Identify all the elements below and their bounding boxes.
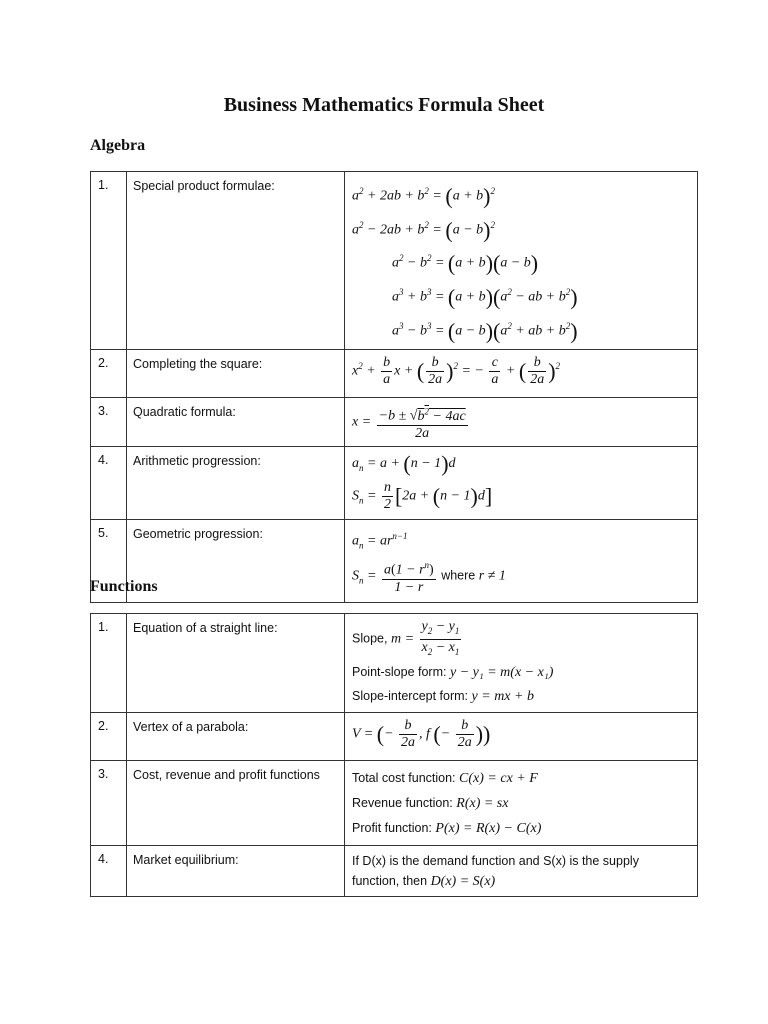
straight-line-formulas: Slope, m = $\frac{y_2 - y_1}{x_2 - x_1}$ Point-slope form: y − y₁ = m(x − x₁) Slope-intercept form: y = mx + b — [345, 614, 698, 713]
revenue-formula: R(x) = sx — [456, 795, 509, 811]
row-number: 4. — [91, 845, 127, 896]
parabola-vertex-formula: V = (− $\frac{b}{2a}$ , f (− $\frac{b}{2a}$ )) — [345, 712, 698, 760]
equilibrium-line-1: If D(x) is the demand function and S(x) is the supply — [352, 853, 639, 868]
formula-square-diff: $a^2 - 2ab + b^2 = (a - b)^2$ — [352, 217, 495, 243]
row-number: 3. — [91, 760, 127, 845]
formula-sum-cubes: $a^3 + b^3 = (a + b)(a^2$ − ab + $b^2$) — [392, 284, 578, 310]
cost-formula: C(x) = cx + F — [459, 770, 538, 786]
row-label: Quadratic formula: — [127, 398, 345, 447]
formula-diff-squares: $a^2 - b^2 = (a + b)(a - b)$ — [392, 250, 539, 276]
row-label: Completing the square: — [127, 350, 345, 398]
page-title: Business Mathematics Formula Sheet — [223, 94, 545, 116]
row-number: 1. — [91, 614, 127, 713]
table-row — [91, 760, 698, 845]
formula-square-sum: $a^2 + 2ab + b^2 = (a + b)^2$ — [352, 183, 495, 209]
row-label: Equation of a straight line: — [127, 614, 345, 713]
section-heading-functions: Functions — [90, 578, 158, 595]
slope-intercept-label: Slope-intercept form: — [352, 688, 469, 703]
row-number: 5. — [91, 520, 127, 603]
row-label: Vertex of a parabola: — [127, 712, 345, 760]
row-number: 2. — [91, 350, 127, 398]
cost-revenue-profit-formulas — [345, 760, 698, 845]
table-row — [91, 712, 698, 760]
quadratic-formula: x = $\frac{-b \pm √b^2 - 4ac}{2a}$ — [345, 398, 698, 447]
row-number: 2. — [91, 712, 127, 760]
point-slope-label: Point-slope form: — [352, 664, 447, 679]
table-row — [91, 614, 698, 713]
table-row — [91, 350, 698, 398]
row-label: Special product formulae: — [127, 172, 345, 350]
table-row — [91, 446, 698, 520]
row-number: 1. — [91, 172, 127, 350]
slope-label: Slope, — [352, 631, 388, 646]
algebra-table — [90, 171, 698, 603]
where-condition: r ≠ 1 — [478, 568, 506, 584]
row-number: 3. — [91, 398, 127, 447]
revenue-label: Revenue function: — [352, 795, 453, 810]
where-text: where — [441, 568, 476, 583]
geometric-progression-formulas: $a_n = ar^{n-1}$ $S_n$ = $\frac{a(1 - r^n)}{1 - r}$ where r ≠ 1 — [345, 520, 698, 603]
row-label: Arithmetic progression: — [127, 446, 345, 520]
table-row — [91, 398, 698, 447]
cost-label: Total cost function: — [352, 770, 456, 785]
section-heading-algebra: Algebra — [90, 137, 146, 154]
arithmetic-progression-formulas: $a_n = a + (n - 1)d$ $S_n$ = $\frac{n}{2}$ [2a + (n − 1)d] — [345, 446, 698, 520]
profit-label: Profit function: — [352, 820, 432, 835]
row-label: Cost, revenue and profit functions — [127, 760, 345, 845]
equilibrium-formula: D(x) = S(x) — [430, 873, 496, 889]
completing-square-formula: $x^2$ + $\frac{b}{a}$ x + ( $\frac{b}{2a}$ )$^2$ = − $\frac{c}{a}$ + ( $\frac{b}{2a}$ )$^2$ — [345, 350, 698, 398]
table-row — [91, 520, 698, 603]
formula-diff-cubes: $a^3 - b^3 = (a - b)(a^2$ + ab + $b^2$) — [392, 318, 578, 344]
table-row — [91, 845, 698, 896]
point-slope-formula: y − y₁ = m(x − x₁) — [449, 664, 554, 680]
equilibrium-line-2: function, then — [352, 873, 428, 888]
row-label: Geometric progression: — [127, 520, 345, 603]
profit-formula: P(x) = R(x) − C(x) — [435, 820, 542, 836]
special-products-formulas — [345, 172, 698, 350]
table-row — [91, 172, 698, 350]
market-equilibrium-text — [345, 845, 698, 896]
slope-intercept-formula: y = mx + b — [471, 688, 534, 704]
row-label: Market equilibrium: — [127, 845, 345, 896]
row-number: 4. — [91, 446, 127, 520]
functions-table — [90, 613, 698, 897]
